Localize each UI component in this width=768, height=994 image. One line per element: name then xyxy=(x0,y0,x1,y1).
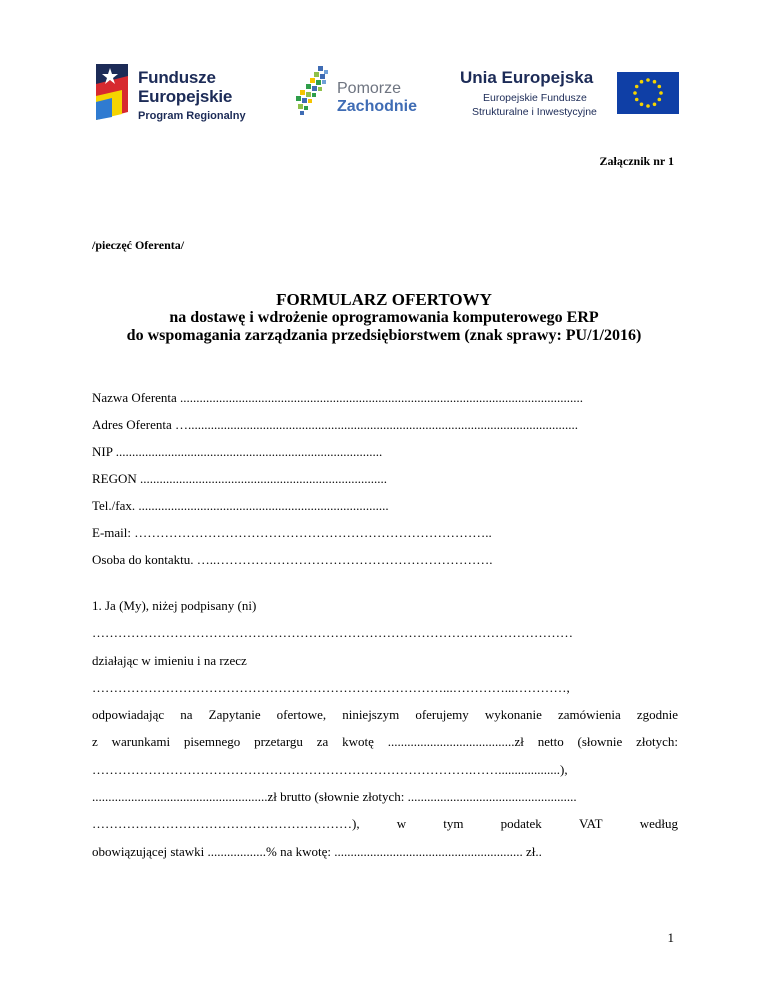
field-contact-person[interactable]: Osoba do kontaktu. …..………………………………………………………. xyxy=(92,553,493,567)
declaration-line: obowiązującej stawki ..................% na kwotę: .......................................................... zł.. xyxy=(92,843,542,859)
ue-title: Unia Europejska xyxy=(460,68,594,87)
declaration-line: 1. Ja (My), niżej podpisany (ni) xyxy=(92,598,257,613)
field-regon[interactable]: REGON ............................................................................ xyxy=(92,472,388,486)
fe-subtitle: Program Regionalny xyxy=(138,110,246,122)
pomorze-title-2: Zachodnie xyxy=(337,98,418,115)
field-name[interactable]: Nazwa Oferenta ............................................................................................................................ xyxy=(92,391,584,405)
bidder-fields xyxy=(92,391,677,580)
title-line-3: do wspomagania zarządzania przedsiębiorstwem (znak sprawy: PU/1/2016) xyxy=(126,327,642,344)
title-line-1: FORMULARZ OFERTOWY xyxy=(276,290,492,309)
fe-title-2: Europejskie xyxy=(138,87,233,106)
page-number: 1 xyxy=(667,930,674,945)
fe-title-1: Fundusze xyxy=(138,68,216,87)
declaration-line xyxy=(92,810,678,837)
declaration-fill-line[interactable]: …………………………………………………………………………….……...................), xyxy=(92,761,568,777)
field-email[interactable]: E-mail: ……………………………………………………………………….. xyxy=(92,526,492,540)
field-nip[interactable]: NIP .................................................................................. xyxy=(92,445,383,459)
word: tym xyxy=(443,816,464,832)
logo-bar xyxy=(92,56,682,126)
declaration-line: ......................................................zł brutto (słownie złotych: .................................................... xyxy=(92,789,577,805)
pomorze-title-1: Pomorze xyxy=(337,80,402,97)
word: VAT xyxy=(578,816,603,832)
word: według xyxy=(639,816,678,832)
annex-label: Załącznik nr 1 xyxy=(599,154,674,168)
title-line-2: na dostawę i wdrożenie oprogramowania komputerowego ERP xyxy=(169,309,599,326)
declaration-line: odpowiadając na Zapytanie ofertowe, niniejszym oferujemy wykonanie zamówienia zgodnie xyxy=(92,707,678,723)
field-phone-fax[interactable]: Tel./fax. ............................................................................. xyxy=(92,499,389,513)
offer-declaration xyxy=(92,592,678,865)
fe-flag-icon xyxy=(92,62,132,124)
declaration-line: z warunkami pisemnego przetargu za kwotę .......................................zł netto (słownie złotych: xyxy=(92,734,678,750)
stamp-label: /pieczęć Oferenta/ xyxy=(92,238,185,252)
word: podatek xyxy=(500,816,542,832)
ue-subtitle-1: Europejskie Fundusze xyxy=(483,92,587,104)
field-address[interactable]: Adres Oferenta …........................................................................................................................ xyxy=(92,418,579,432)
declaration-fill-line[interactable]: ………………………………………………………………………………………………… xyxy=(92,625,573,641)
eu-flag-icon xyxy=(617,72,679,114)
ue-subtitle-2: Strukturalne i Inwestycyjne xyxy=(472,106,597,118)
form-title xyxy=(0,290,768,345)
vat-fill[interactable]: ……………………………………………………), xyxy=(92,816,360,832)
declaration-line: działając w imieniu i na rzecz xyxy=(92,652,247,668)
word: w xyxy=(396,816,407,832)
declaration-fill-line[interactable]: ………………………………………………………………………...…………...…………, xyxy=(92,679,570,695)
pomorze-mosaic-icon xyxy=(292,62,336,122)
